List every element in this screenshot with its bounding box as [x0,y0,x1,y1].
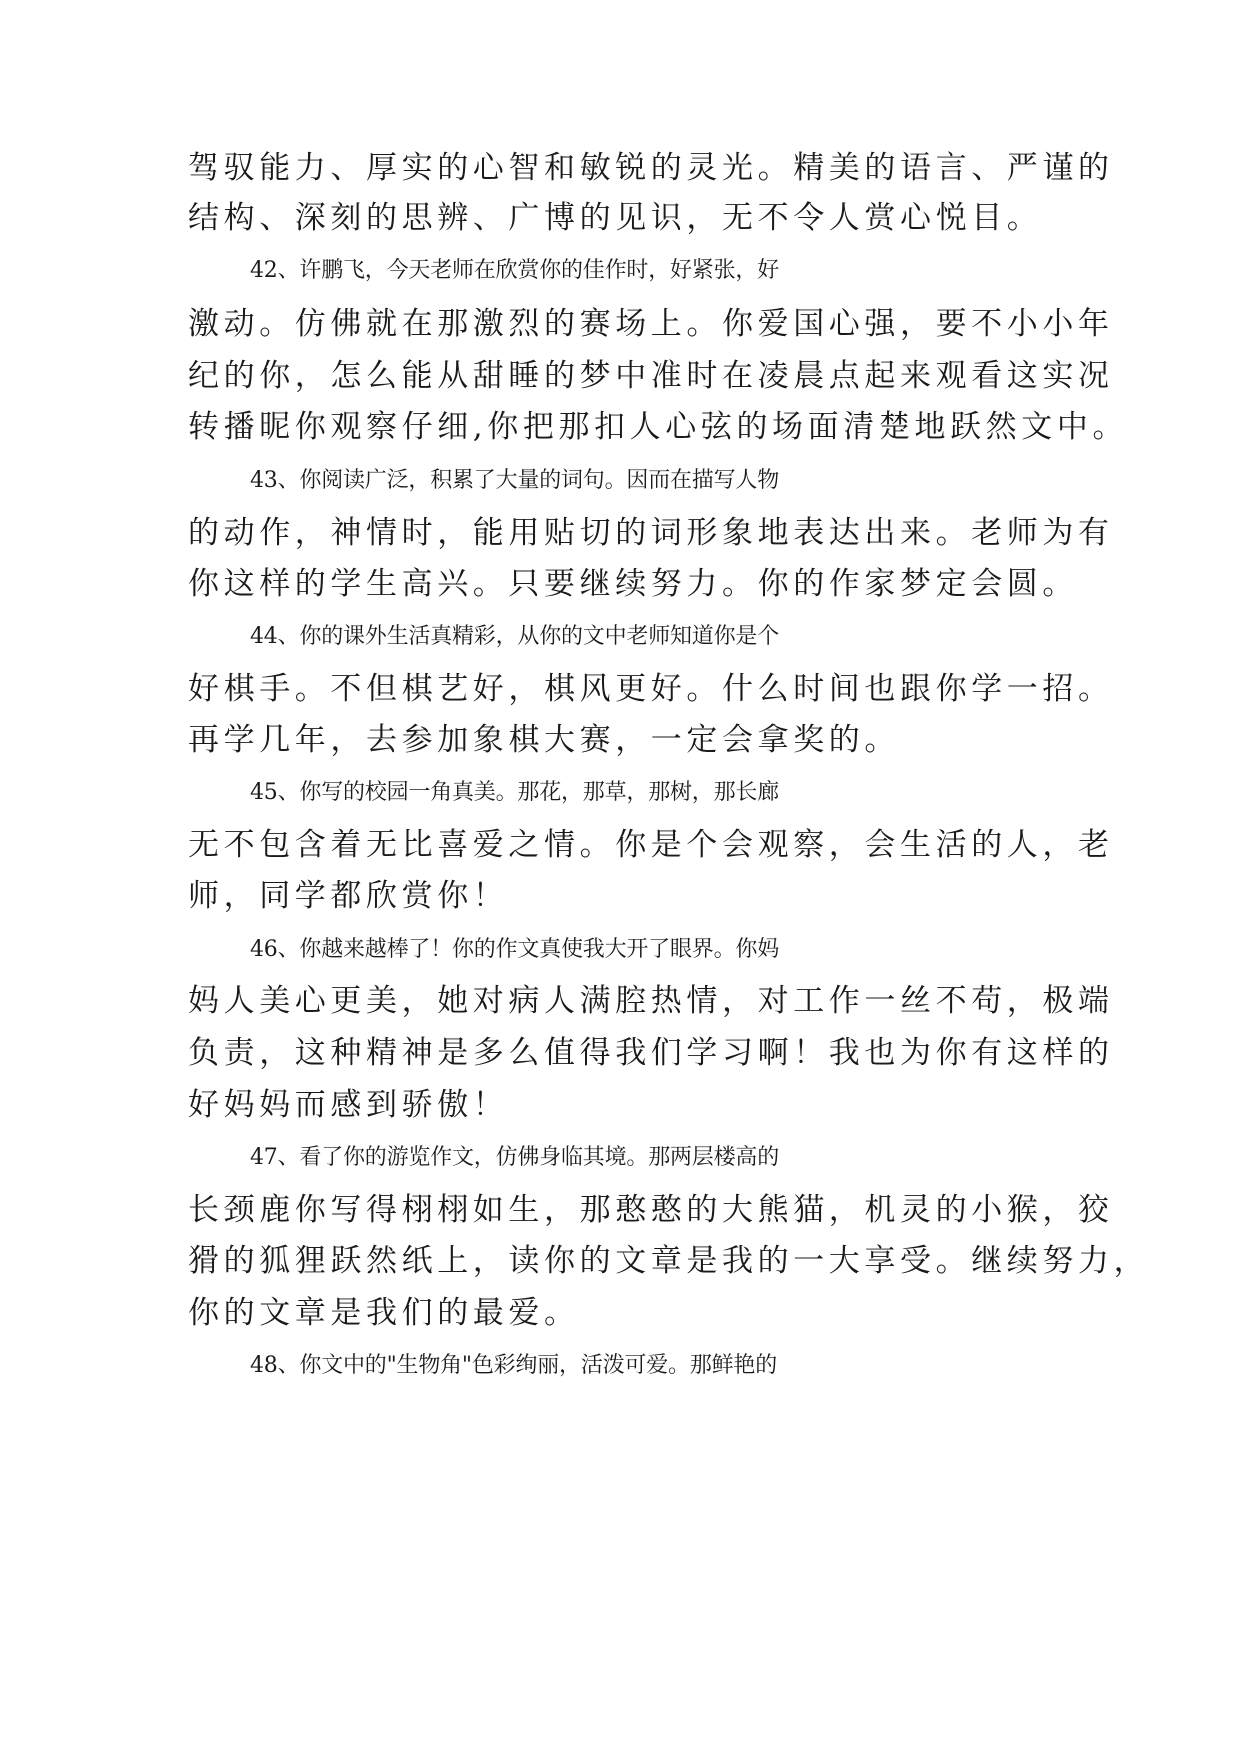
paragraph-45-start: 45、你写的校园一角真美。那花，那草，那树，那长廊 [250,780,779,805]
text-line: 驾驭能力、厚实的心智和敏锐的灵光。精美的语言、严谨的 [188,150,1114,186]
text-line: 你这样的学生高兴。只要继续努力。你的作家梦定会圆。 [188,566,1078,602]
text-line: 激动。仿佛就在那激烈的赛场上。你爱国心强，要不小小年 [188,306,1114,342]
paragraph-44-start: 44、你的课外生活真精彩，从你的文中老师知道你是个 [250,624,779,649]
text-line: 结构、深刻的思辨、广博的见识，无不令人赏心悦目。 [188,200,1043,236]
text-line: 妈人美心更美，她对病人满腔热情，对工作一丝不苟，极端 [188,983,1114,1019]
paragraph-42-start: 42、许鹏飞，今天老师在欣赏你的佳作时，好紧张，好 [250,258,779,283]
text-line: 纪的你，怎么能从甜睡的梦中准时在凌晨点起来观看这实况 [188,358,1114,394]
paragraph-48-start: 48、你文中的"生物角"色彩绚丽，活泼可爱。那鲜艳的 [250,1353,778,1378]
text-line: 长颈鹿你写得栩栩如生，那憨憨的大熊猫，机灵的小猴，狡 [188,1192,1114,1228]
text-line: 好妈妈而感到骄傲！ [188,1087,509,1123]
text-line: 再学几年，去参加象棋大赛，一定会拿奖的。 [188,722,900,758]
text-line: 负责，这种精神是多么值得我们学习啊！我也为你有这样的 [188,1035,1114,1071]
paragraph-46-start: 46、你越来越棒了！你的作文真使我大开了眼界。你妈 [250,937,779,962]
text-line: 猾的狐狸跃然纸上，读你的文章是我的一大享受。继续努力， [188,1243,1150,1279]
text-line: 你的文章是我们的最爱。 [188,1295,580,1331]
text-line: 转播昵你观察仔细,你把那扣人心弦的场面清楚地跃然文中。 [188,409,1129,445]
text-line: 无不包含着无比喜爱之情。你是个会观察，会生活的人，老 [188,827,1114,863]
paragraph-43-start: 43、你阅读广泛，积累了大量的词句。因而在描写人物 [250,468,779,493]
text-line: 的动作，神情时，能用贴切的词形象地表达出来。老师为有 [188,515,1114,551]
text-line: 好棋手。不但棋艺好，棋风更好。什么时间也跟你学一招。 [188,671,1114,707]
text-line: 师，同学都欣赏你！ [188,878,509,914]
paragraph-47-start: 47、看了你的游览作文，仿佛身临其境。那两层楼高的 [250,1145,779,1170]
